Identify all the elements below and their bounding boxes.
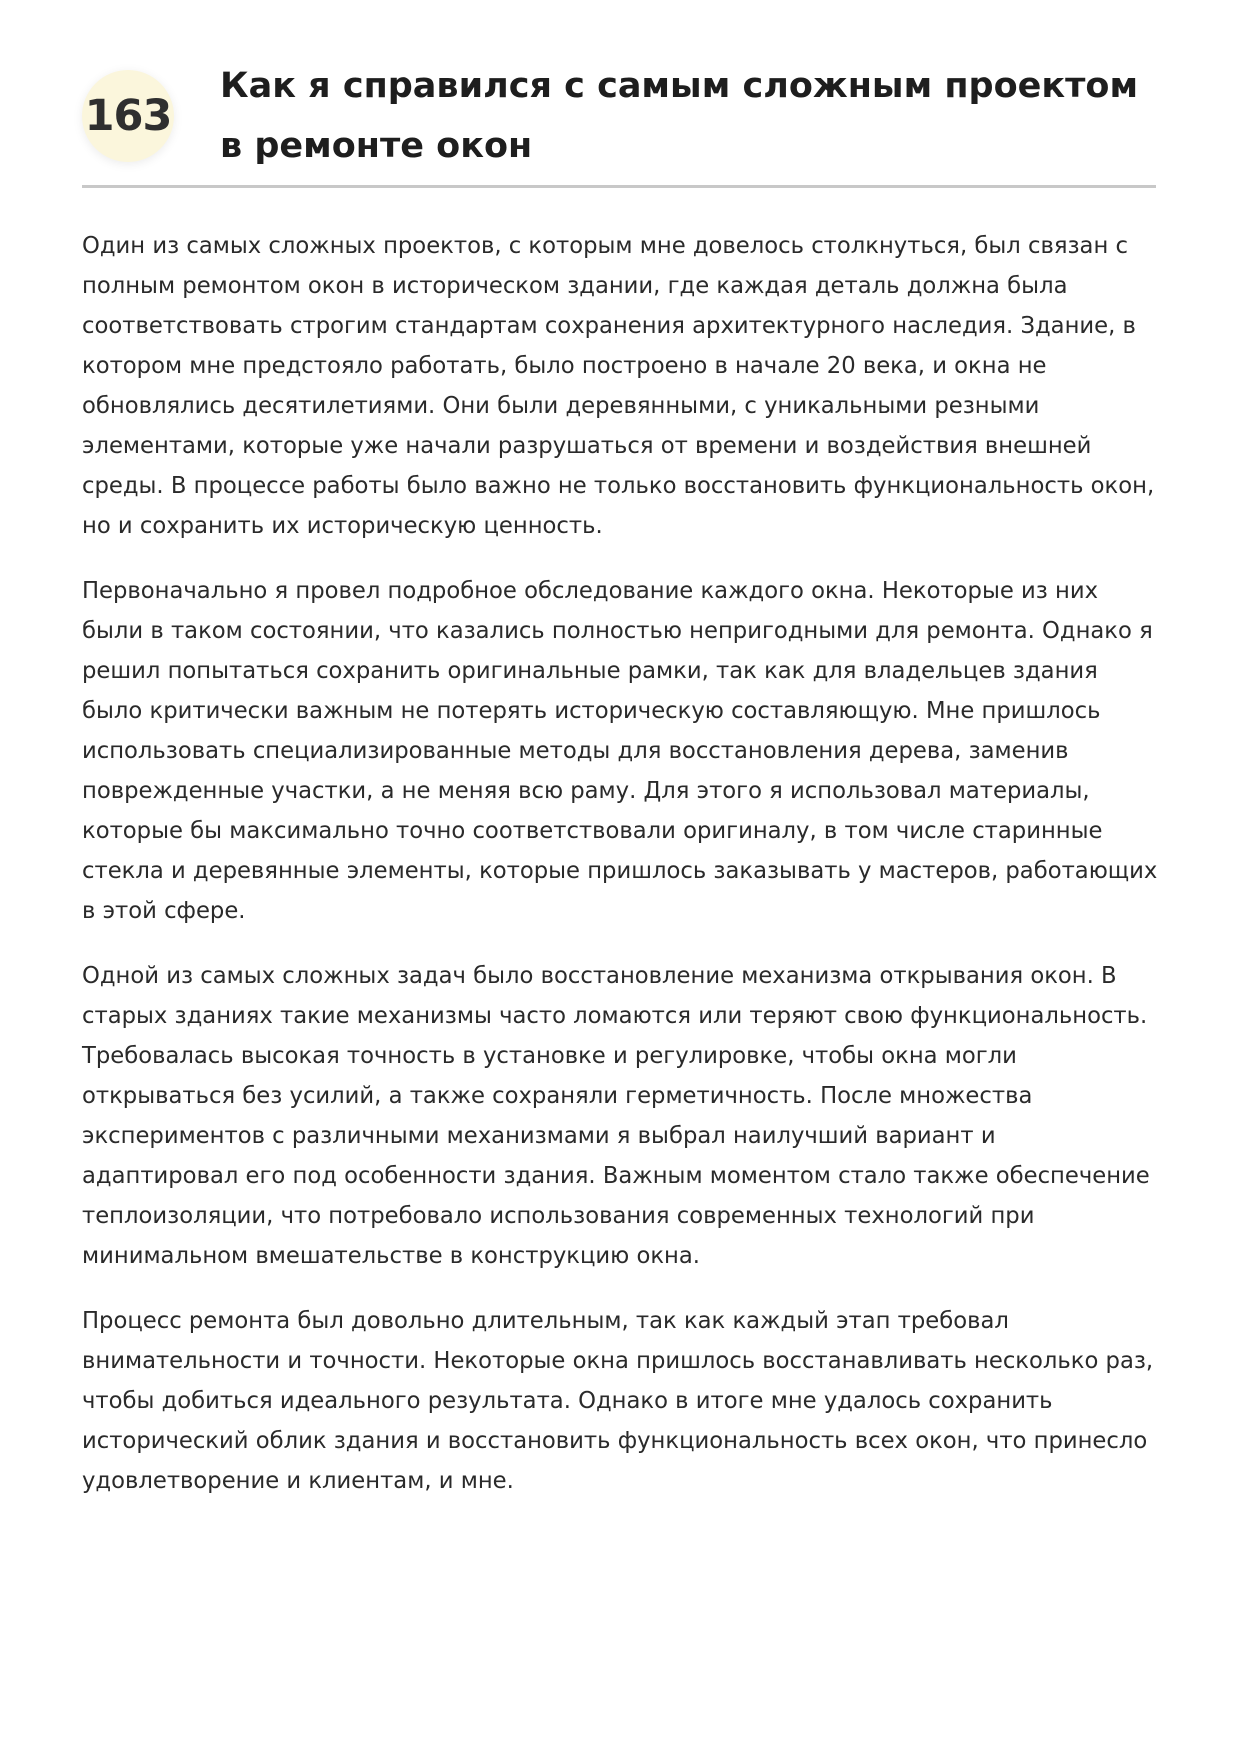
- article-number-badge: 163: [82, 70, 174, 162]
- paragraph-3: Одной из самых сложных задач было восстановление механизма открывания окон. В старых зданиях такие механизмы часто ломаются или теряют свою функциональность. Требовалась высокая точность в установке и регулировке, чтобы окна могли открываться без усилий, а также сохраняли герметичность. После множества экспериментов с различными механизмами я выбрал наилучший вариант и адаптировал его под особенности здания. Важным моментом стало также обеспечение теплоизоляции, что потребовало использования современных технологий при минимальном вмешательстве в конструкцию окна.: [82, 963, 1150, 1269]
- article-title: Как я справился с самым сложным проектом в ремонте окон: [220, 66, 1139, 166]
- paragraph-4: Процесс ремонта был довольно длительным, так как каждый этап требовал внимательности и точности. Некоторые окна пришлось восстанавливать несколько раз, чтобы добиться идеального результата. Однако в итоге мне удалось сохранить исторический облик здания и восстановить функциональность всех окон, что принесло удовлетворение и клиентам, и мне.: [82, 1308, 1154, 1494]
- paragraph-2: Первоначально я провел подробное обследование каждого окна. Некоторые из них были в таком состоянии, что казались полностью непригодными для ремонта. Однако я решил попытаться сохранить оригинальные рамки, так как для владельцев здания было критически важным не потерять историческую составляющую. Мне пришлось использовать специализированные методы для восстановления дерева, заменив поврежденные участки, а не меняя всю раму. Для этого я использовал материалы, которые бы максимально точно соответствовали оригиналу, в том числе старинные стекла и деревянные элементы, которые пришлось заказывать у мастеров, работающих в этой сфере.: [82, 578, 1158, 924]
- article-header: [82, 56, 1156, 188]
- paragraph-1: Один из самых сложных проектов, с которым мне довелось столкнуться, был связан с полным ремонтом окон в историческом здании, где каждая деталь должна была соответствовать строгим стандартам сохранения архитектурного наследия. Здание, в котором мне предстояло работать, было построено в начале 20 века, и окна не обновлялись десятилетиями. Они были деревянными, с уникальными резными элементами, которые уже начали разрушаться от времени и воздействия внешней среды. В процессе работы было важно не только восстановить функциональность окон, но и сохранить их историческую ценность.: [82, 233, 1155, 539]
- article-body: [82, 226, 1158, 1526]
